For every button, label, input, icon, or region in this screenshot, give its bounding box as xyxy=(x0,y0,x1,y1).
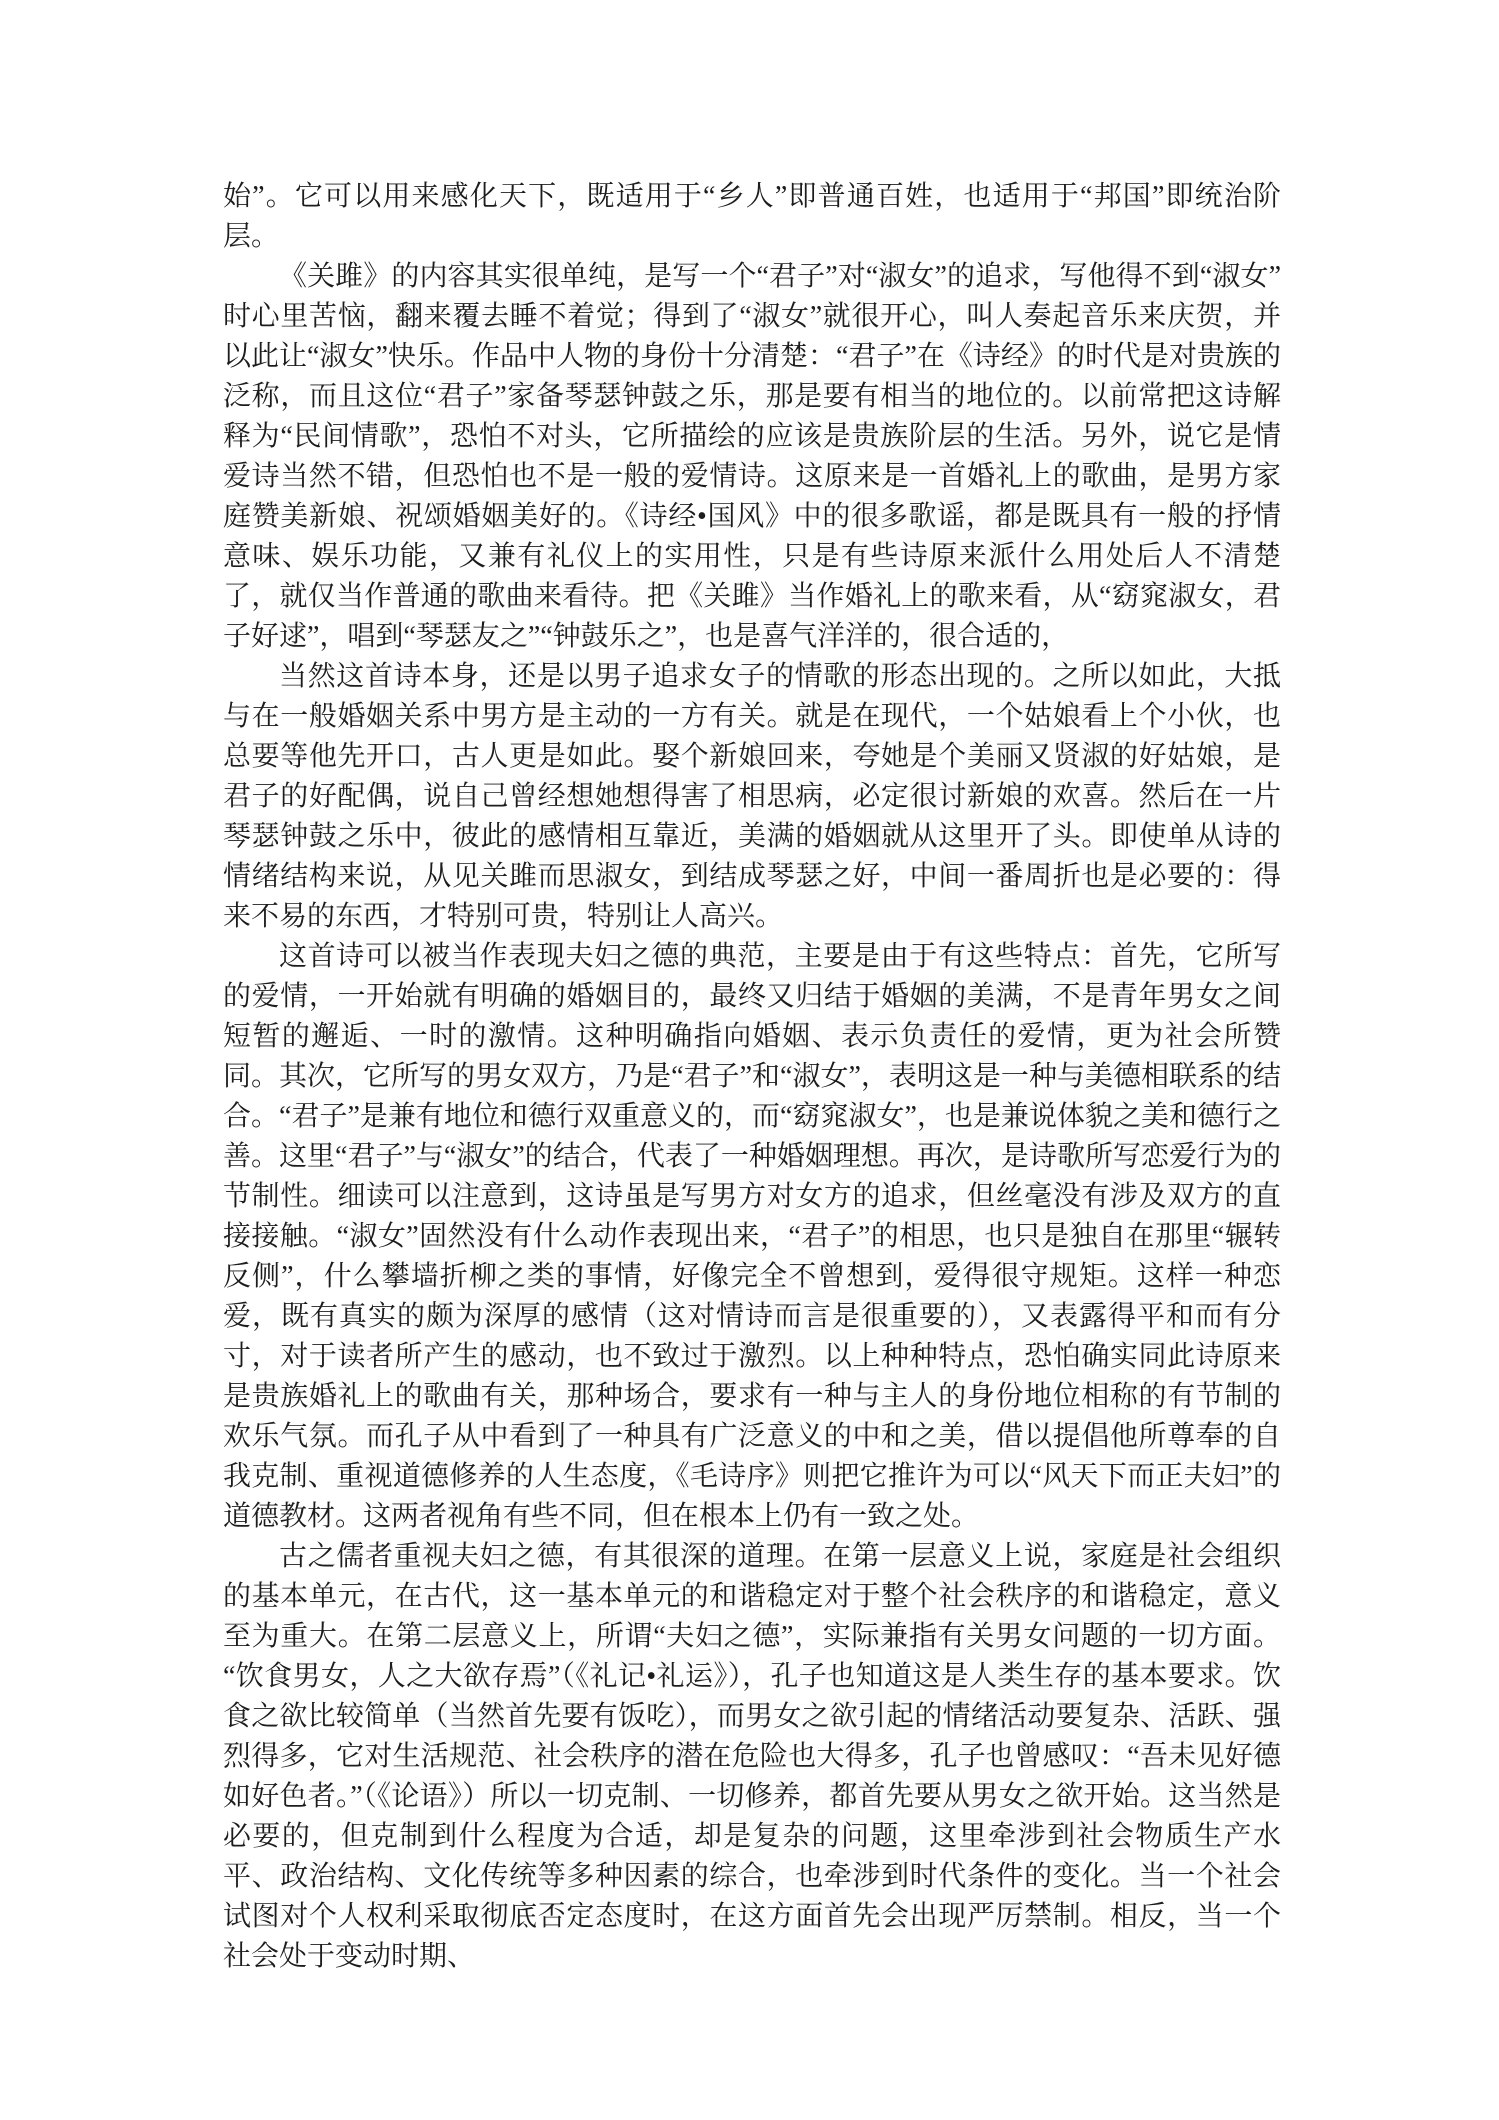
paragraph: 古之儒者重视夫妇之德，有其很深的道理。在第一层意义上说，家庭是社会组织的基本单元，在古代，这一基本单元的和谐稳定对于整个社会秩序的和谐稳定，意义至为重大。在第二层意义上，所谓“夫妇之德”，实际兼指有关男女问题的一切方面。“饮食男女，人之大欲存焉”（《礼记•礼运》），孔子也知道这是人类生存的基本要求。饮食之欲比较简单（当然首先要有饭吃），而男女之欲引起的情绪活动要复杂、活跃、强烈得多，它对生活规范、社会秩序的潜在危险也大得多，孔子也曾感叹：“吾未见好德如好色者。”（《论语》）所以一切克制、一切修养，都首先要从男女之欲开始。这当然是必要的，但克制到什么程度为合适，却是复杂的问题，这里牵涉到社会物质生产水平、政治结构、文化传统等多种因素的综合，也牵涉到时代条件的变化。当一个社会试图对个人权利采取彻底否定态度时，在这方面首先会出现严厉禁制。相反，当一个社会处于变动时期、 xyxy=(223,1541,1281,1972)
paragraph-continuation: 始”。它可以用来感化天下，既适用于“乡人”即普通百姓，也适用于“邦国”即统治阶层。 xyxy=(223,181,1281,252)
paragraph: 《关雎》的内容其实很单纯，是写一个“君子”对“淑女”的追求，写他得不到“淑女”时心里苦恼，翻来覆去睡不着觉；得到了“淑女”就很开心，叫人奏起音乐来庆贺，并以此让“淑女”快乐。作品中人物的身份十分清楚：“君子”在《诗经》的时代是对贵族的泛称，而且这位“君子”家备琴瑟钟鼓之乐，那是要有相当的地位的。以前常把这诗解释为“民间情歌”，恐怕不对头，它所描绘的应该是贵族阶层的生活。另外，说它是情爱诗当然不错，但恐怕也不是一般的爱情诗。这原来是一首婚礼上的歌曲，是男方家庭赞美新娘、祝颂婚姻美好的。《诗经•国风》中的很多歌谣，都是既具有一般的抒情意味、娱乐功能，又兼有礼仪上的实用性，只是有些诗原来派什么用处后人不清楚了，就仅当作普通的歌曲来看待。把《关雎》当作婚礼上的歌来看，从“窈窕淑女，君子好逑”，唱到“琴瑟友之”“钟鼓乐之”，也是喜气洋洋的，很合适的， xyxy=(223,261,1281,652)
paragraph: 当然这首诗本身，还是以男子追求女子的情歌的形态出现的。之所以如此，大抵与在一般婚姻关系中男方是主动的一方有关。就是在现代，一个姑娘看上个小伙，也总要等他先开口，古人更是如此。娶个新娘回来，夸她是个美丽又贤淑的好姑娘，是君子的好配偶，说自己曾经想她想得害了相思病，必定很讨新娘的欢喜。然后在一片琴瑟钟鼓之乐中，彼此的感情相互靠近，美满的婚姻就从这里开了头。即使单从诗的情绪结构来说，从见关雎而思淑女，到结成琴瑟之好，中间一番周折也是必要的：得来不易的东西，才特别可贵，特别让人高兴。 xyxy=(223,661,1281,932)
document-text-body xyxy=(223,177,1281,1977)
paragraph: 这首诗可以被当作表现夫妇之德的典范，主要是由于有这些特点：首先，它所写的爱情，一开始就有明确的婚姻目的，最终又归结于婚姻的美满，不是青年男女之间短暂的邂逅、一时的激情。这种明确指向婚姻、表示负责任的爱情，更为社会所赞同。其次，它所写的男女双方，乃是“君子”和“淑女”，表明这是一种与美德相联系的结合。“君子”是兼有地位和德行双重意义的，而“窈窕淑女”，也是兼说体貌之美和德行之善。这里“君子”与“淑女”的结合，代表了一种婚姻理想。再次，是诗歌所写恋爱行为的节制性。细读可以注意到，这诗虽是写男方对女方的追求，但丝毫没有涉及双方的直接接触。“淑女”固然没有什么动作表现出来，“君子”的相思，也只是独自在那里“辗转反侧”，什么攀墙折柳之类的事情，好像完全不曾想到，爱得很守规矩。这样一种恋爱，既有真实的颇为深厚的感情（这对情诗而言是很重要的），又表露得平和而有分寸，对于读者所产生的感动，也不致过于激烈。以上种种特点，恐怕确实同此诗原来是贵族婚礼上的歌曲有关，那种场合，要求有一种与主人的身份地位相称的有节制的欢乐气氛。而孔子从中看到了一种具有广泛意义的中和之美，借以提倡他所尊奉的自我克制、重视道德修养的人生态度，《毛诗序》则把它推许为可以“风天下而正夫妇”的道德教材。这两者视角有些不同，但在根本上仍有一致之处。 xyxy=(223,941,1281,1532)
